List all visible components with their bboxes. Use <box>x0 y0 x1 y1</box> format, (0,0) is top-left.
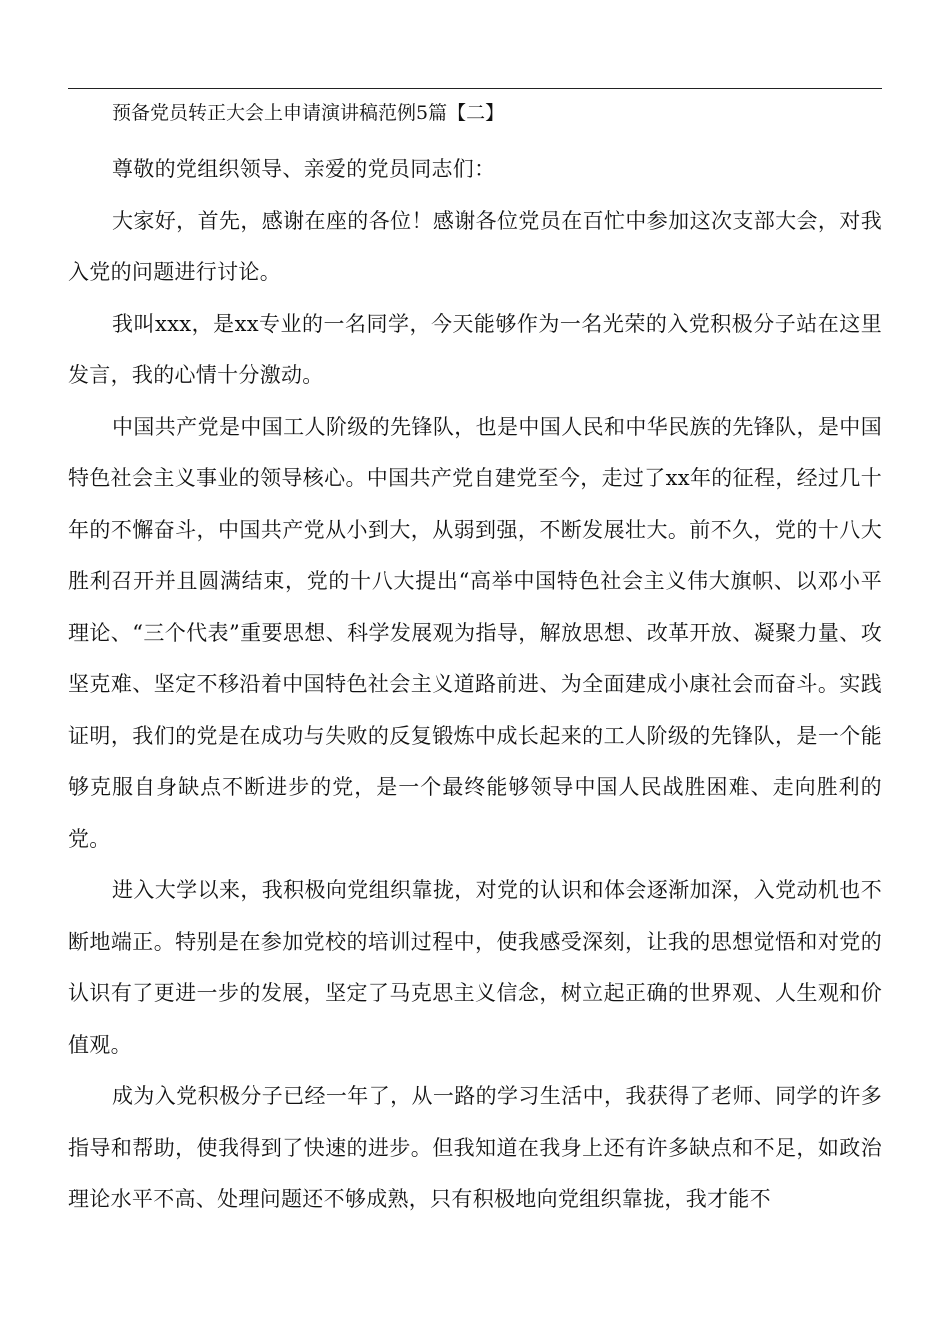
document-title: 预备党员转正大会上申请演讲稿范例5篇【二】 <box>112 102 505 124</box>
salutation-paragraph: 尊敬的党组织领导、亲爱的党员同志们： <box>112 157 496 181</box>
body-paragraph: 成为入党积极分子已经一年了，从一路的学习生活中，我获得了老师、同学的许多指导和帮助，使我得到了快速的进步。但我知道在我身上还有许多缺点和不足，如政治理论水平不高、处理问题还不够成熟，只有积极地向党组织靠拢，我才能不 <box>68 1084 882 1211</box>
document-body <box>68 96 882 1226</box>
header-rule <box>68 88 882 89</box>
body-paragraph: 中国共产党是中国工人阶级的先锋队，也是中国人民和中华民族的先锋队，是中国特色社会主义事业的领导核心。中国共产党自建党至今，走过了xx年的征程，经过几十年的不懈奋斗，中国共产党从小到大，从弱到强，不断发展壮大。前不久，党的十八大胜利召开并且圆满结束，党的十八大提出“高举中国特色社会主义伟大旗帜、以邓小平理论、“三个代表”重要思想、科学发展观为指导，解放思想、改革开放、凝聚力量、攻坚克难、坚定不移沿着中国特色社会主义道路前进、为全面建成小康社会而奋斗。实践证明，我们的党是在成功与失败的反复锻炼中成长起来的工人阶级的先锋队，是一个能够克服自身缺点不断进步的党，是一个最终能够领导中国人民战胜困难、走向胜利的党。 <box>68 414 882 851</box>
body-paragraph: 大家好，首先，感谢在座的各位！感谢各位党员在百忙中参加这次支部大会，对我入党的问题进行讨论。 <box>68 208 882 284</box>
body-paragraph: 进入大学以来，我积极向党组织靠拢，对党的认识和体会逐渐加深，入党动机也不断地端正。特别是在参加党校的培训过程中，使我感受深刻，让我的思想觉悟和对党的认识有了更进一步的发展，坚定了马克思主义信念，树立起正确的世界观、人生观和价值观。 <box>68 878 882 1057</box>
body-paragraph: 我叫xxx，是xx专业的一名同学，今天能够作为一名光荣的入党积极分子站在这里发言，我的心情十分激动。 <box>68 311 882 387</box>
